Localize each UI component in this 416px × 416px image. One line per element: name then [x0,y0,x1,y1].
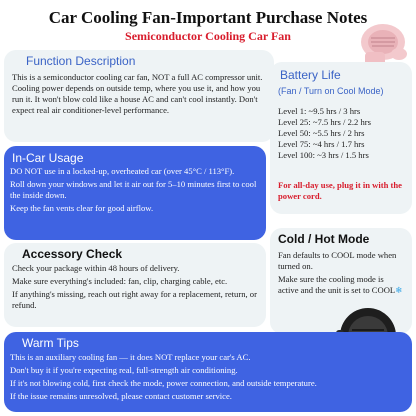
in-car-usage-line: DO NOT use in a locked-up, overheated car (over 45°C / 113°F). [10,166,235,176]
function-description-text: This is a semiconductor cooling car fan, NOT a full AC compressor unit. Cooling power depends on outside temp, where you use it, and how you run it. It won't blow cold like a house AC and can't cool instantly. Don't expect real air conditioner-level performance. [12,72,263,115]
accessory-check-line: If anything's missing, reach out right away for a replacement, return, or refund. [12,289,257,310]
warm-tips-card [4,332,412,412]
accessory-check-line: Make sure everything's included: fan, clip, charging cable, etc. [12,276,228,286]
accessory-check-line: Check your package within 48 hours of delivery. [12,263,180,273]
battery-life-card [270,62,412,214]
accessory-check-card [4,243,266,327]
battery-life-note: For all-day use, plug it in with the power cord. [278,180,402,201]
in-car-usage-card [4,146,266,240]
warm-tips-line: This is an auxiliary cooling fan — it does NOT replace your car's AC. [10,352,251,362]
page-subtitle: Semiconductor Cooling Car Fan [125,29,291,43]
in-car-usage-line: Roll down your windows and let it air out for 5–10 minutes first to cool the inside down. [10,179,257,200]
battery-level-row: Level 75: ~4 hrs / 1.7 hrs [278,139,365,149]
function-description-card [4,50,274,142]
in-car-usage-heading: In-Car Usage [12,151,84,165]
cold-hot-mode-heading: Cold / Hot Mode [278,232,370,246]
in-car-usage-line: Keep the fan vents clear for good airflow. [10,203,154,213]
cold-hot-mode-line: Make sure the cooling mode is active and the unit is set to COOL [278,274,396,295]
battery-life-heading: Battery Life [280,68,341,82]
battery-level-row: Level 100: ~3 hrs / 1.5 hrs [278,150,369,160]
snowflake-icon: ❄ [395,285,403,295]
page-title: Car Cooling Fan-Important Purchase Notes [48,8,368,27]
battery-level-row: Level 50: ~5.5 hrs / 2 hrs [278,128,365,138]
warm-tips-line: If the issue remains unresolved, please contact customer service. [10,391,232,401]
warm-tips-heading: Warm Tips [22,336,79,350]
warm-tips-line: If it's not blowing cold, first check the mode, power connection, and outside temperature. [10,378,317,388]
battery-level-row: Level 1: ~9.5 hrs / 3 hrs [278,106,361,116]
function-description-heading: Function Description [26,54,136,68]
battery-level-row: Level 25: ~7.5 hrs / 2.2 hrs [278,117,371,127]
battery-life-subheading: (Fan / Turn on Cool Mode) [278,86,384,96]
accessory-check-heading: Accessory Check [22,247,123,261]
warm-tips-line: Don't buy it if you're expecting real, full-strength air conditioning. [10,365,238,375]
cold-hot-mode-line: Fan defaults to COOL mode when turned on. [278,250,397,271]
